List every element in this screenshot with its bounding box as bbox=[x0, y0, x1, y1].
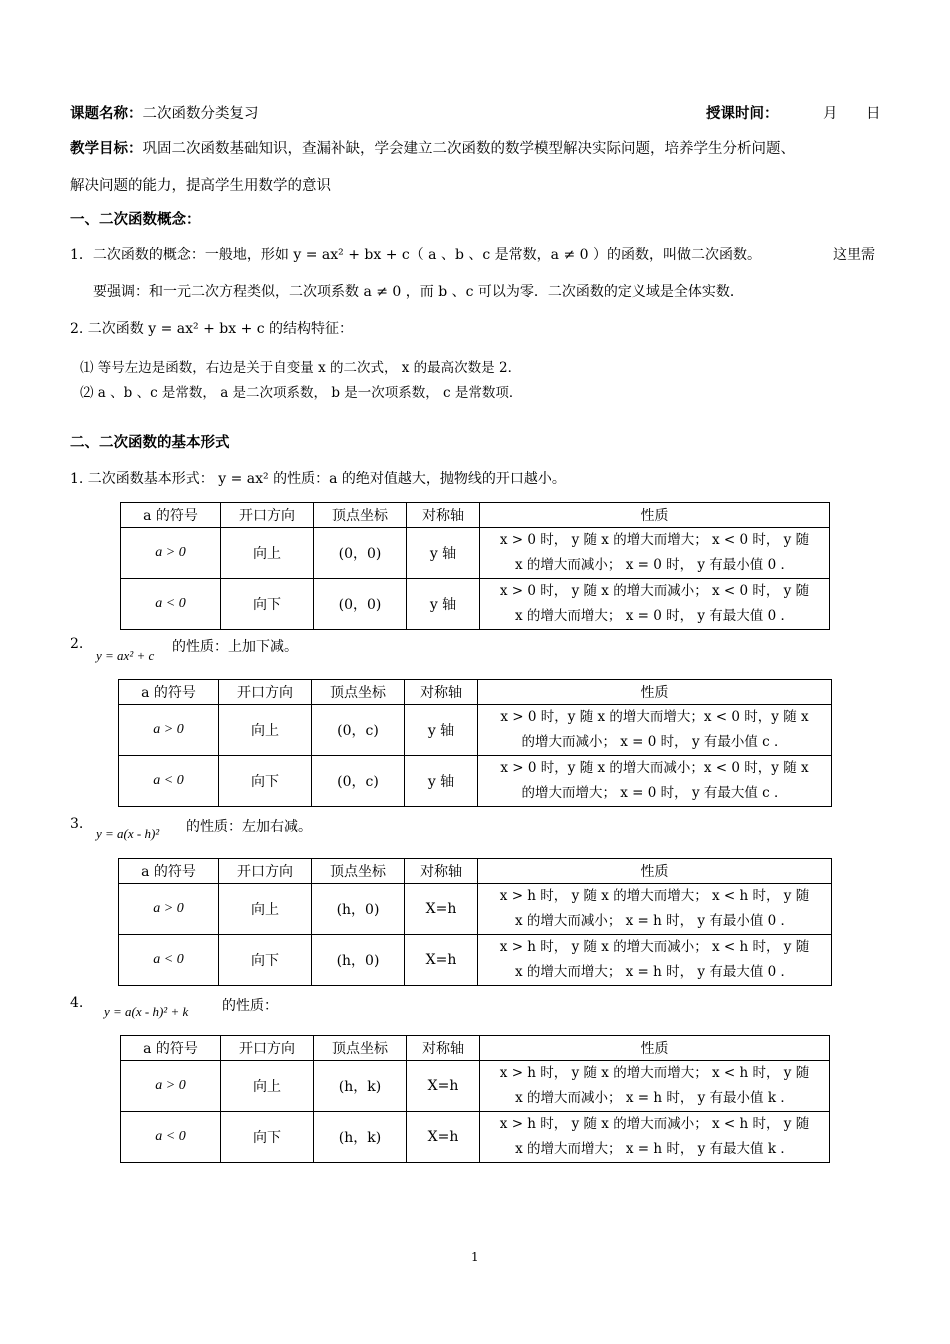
sign-cell: a > 0 bbox=[119, 705, 219, 756]
vertex-cell: (0，c) bbox=[312, 705, 405, 756]
header-sign: a 的符号 bbox=[121, 503, 221, 528]
property-line2: 的增大而增大； x = 0 时， y 有最大值 c ． bbox=[521, 785, 788, 801]
property-line2: x 的增大而减小； x = h 时， y 有最小值 0 ． bbox=[514, 913, 795, 929]
structure-intro: 2. 二次函数 y = ax² + bx + c 的结构特征： bbox=[70, 321, 354, 337]
direction-cell: 向上 bbox=[221, 1061, 314, 1112]
direction-cell: 向上 bbox=[219, 705, 312, 756]
properties-table-1 bbox=[120, 502, 830, 630]
table-row bbox=[121, 528, 830, 579]
table-row bbox=[119, 935, 832, 986]
axis-cell: X=h bbox=[405, 884, 478, 935]
header-sign: a 的符号 bbox=[119, 859, 219, 884]
day-label: 日 bbox=[866, 106, 881, 122]
header-vertex: 顶点坐标 bbox=[312, 680, 405, 705]
property-cell bbox=[478, 935, 832, 986]
property-cell bbox=[480, 1061, 830, 1112]
header-sign: a 的符号 bbox=[121, 1036, 221, 1061]
direction-cell: 向上 bbox=[219, 884, 312, 935]
form4-formula: y = a(x - h)² + k bbox=[104, 1004, 189, 1019]
form2-formula: y = ax² + c bbox=[96, 648, 155, 663]
property-line2: x 的增大而增大； x = h 时， y 有最大值 0 ． bbox=[514, 964, 795, 980]
goal-text1: 巩固二次函数基础知识，查漏补缺，学会建立二次函数的数学模型解决实际问题，培养学生分析问题、 bbox=[142, 141, 795, 157]
axis-cell: y 轴 bbox=[405, 756, 478, 807]
axis-cell: X=h bbox=[407, 1112, 480, 1163]
form2-text: 的性质：上加下减。 bbox=[172, 639, 298, 655]
header-property: 性质 bbox=[478, 859, 832, 884]
concept-line1: 1．二次函数的概念：一般地，形如 y = ax² + bx + c（ a 、b 、c 是常数，a ≠ 0 ）的函数，叫做二次函数。 bbox=[70, 247, 761, 263]
structure-item1: ⑴ 等号左边是函数，右边是关于自变量 x 的二次式， x 的最高次数是 2． bbox=[80, 360, 522, 376]
vertex-cell: (h，0) bbox=[312, 935, 405, 986]
property-line1: x > 0 时，y 随 x 的增大而减小；x < 0 时，y 随 x bbox=[500, 760, 809, 776]
concept-line1-tail: 这里需 bbox=[833, 247, 875, 263]
concept-line2: 要强调：和一元二次方程类似，二次项系数 a ≠ 0 ，而 b 、c 可以为零．二次函数的定义域是全体实数． bbox=[93, 284, 744, 300]
header-direction: 开口方向 bbox=[219, 859, 312, 884]
table-header-row bbox=[119, 859, 832, 884]
header-vertex: 顶点坐标 bbox=[312, 859, 405, 884]
header-property: 性质 bbox=[478, 680, 832, 705]
property-cell bbox=[478, 705, 832, 756]
property-line1: x > h 时， y 随 x 的增大而增大； x < h 时， y 随 bbox=[499, 1065, 810, 1081]
property-line2: x 的增大而增大； x = 0 时， y 有最大值 0 ． bbox=[515, 608, 794, 624]
property-line1: x > h 时， y 随 x 的增大而减小； x < h 时， y 随 bbox=[499, 939, 810, 955]
vertex-cell: (0，0) bbox=[314, 579, 407, 630]
table-header-row bbox=[119, 680, 832, 705]
direction-cell: 向上 bbox=[221, 528, 314, 579]
vertex-cell: (0，c) bbox=[312, 756, 405, 807]
table-row bbox=[121, 579, 830, 630]
goal-line1 bbox=[70, 137, 795, 158]
page-number: 1 bbox=[471, 1250, 479, 1264]
topic-line bbox=[70, 102, 259, 123]
table-row bbox=[119, 756, 832, 807]
sign-cell: a > 0 bbox=[121, 1061, 221, 1112]
form1-heading: 1. 二次函数基本形式： y = ax² 的性质：a 的绝对值越大，抛物线的开口越小。 bbox=[70, 471, 566, 487]
vertex-cell: (h，k) bbox=[314, 1112, 407, 1163]
structure-item2: ⑵ a 、b 、c 是常数， a 是二次项系数， b 是一次项系数， c 是常数项． bbox=[80, 385, 523, 401]
header-property: 性质 bbox=[480, 1036, 830, 1061]
property-line2: x 的增大而减小； x = 0 时， y 有最小值 0 ． bbox=[515, 557, 794, 573]
direction-cell: 向下 bbox=[219, 935, 312, 986]
property-line1: x > h 时， y 随 x 的增大而增大； x < h 时， y 随 bbox=[499, 888, 810, 904]
table-row bbox=[119, 884, 832, 935]
header-vertex: 顶点坐标 bbox=[314, 1036, 407, 1061]
sign-cell: a > 0 bbox=[119, 884, 219, 935]
direction-cell: 向下 bbox=[219, 756, 312, 807]
property-line1: x > 0 时， y 随 x 的增大而增大； x < 0 时， y 随 bbox=[499, 532, 810, 548]
properties-table-4 bbox=[120, 1035, 830, 1163]
goal-line2: 解决问题的能力，提高学生用数学的意识 bbox=[70, 178, 331, 194]
sign-cell: a < 0 bbox=[119, 756, 219, 807]
property-cell bbox=[478, 884, 832, 935]
property-line1: x > 0 时， y 随 x 的增大而减小； x < 0 时， y 随 bbox=[499, 583, 810, 599]
time-label: 授课时间： bbox=[706, 105, 779, 122]
header-direction: 开口方向 bbox=[221, 503, 314, 528]
properties-table-3 bbox=[118, 858, 832, 986]
topic-value: 二次函数分类复习 bbox=[142, 106, 259, 122]
header-axis: 对称轴 bbox=[405, 680, 478, 705]
form3-number: 3. bbox=[70, 816, 84, 832]
property-line1: x > 0 时，y 随 x 的增大而增大；x < 0 时，y 随 x bbox=[500, 709, 809, 725]
form4-number: 4. bbox=[70, 995, 84, 1011]
form2-number: 2. bbox=[70, 636, 84, 652]
sign-cell: a < 0 bbox=[121, 1112, 221, 1163]
direction-cell: 向下 bbox=[221, 579, 314, 630]
goal-label: 教学目标： bbox=[70, 140, 143, 157]
table-row bbox=[121, 1061, 830, 1112]
header-vertex: 顶点坐标 bbox=[314, 503, 407, 528]
table-row bbox=[121, 1112, 830, 1163]
sign-cell: a < 0 bbox=[119, 935, 219, 986]
table-header-row bbox=[121, 1036, 830, 1061]
form3-text: 的性质：左加右减。 bbox=[186, 819, 312, 835]
axis-cell: y 轴 bbox=[405, 705, 478, 756]
header-sign: a 的符号 bbox=[119, 680, 219, 705]
table-row bbox=[119, 705, 832, 756]
axis-cell: y 轴 bbox=[407, 528, 480, 579]
header-property: 性质 bbox=[480, 503, 830, 528]
header-axis: 对称轴 bbox=[407, 1036, 480, 1061]
property-line2: 的增大而减小； x = 0 时， y 有最小值 c ． bbox=[521, 734, 788, 750]
header-direction: 开口方向 bbox=[219, 680, 312, 705]
section1-title: 一、二次函数概念： bbox=[70, 211, 201, 228]
property-cell bbox=[480, 528, 830, 579]
table-header-row bbox=[121, 503, 830, 528]
property-cell bbox=[480, 579, 830, 630]
property-cell bbox=[480, 1112, 830, 1163]
section2-title: 二、二次函数的基本形式 bbox=[70, 434, 230, 451]
direction-cell: 向下 bbox=[221, 1112, 314, 1163]
axis-cell: X=h bbox=[405, 935, 478, 986]
topic-label: 课题名称： bbox=[70, 105, 143, 122]
property-line1: x > h 时， y 随 x 的增大而减小； x < h 时， y 随 bbox=[499, 1116, 810, 1132]
header-axis: 对称轴 bbox=[405, 859, 478, 884]
form4-text: 的性质： bbox=[222, 998, 278, 1014]
axis-cell: y 轴 bbox=[407, 579, 480, 630]
vertex-cell: (h，k) bbox=[314, 1061, 407, 1112]
header-direction: 开口方向 bbox=[221, 1036, 314, 1061]
property-line2: x 的增大而减小； x = h 时， y 有最小值 k ． bbox=[515, 1090, 794, 1106]
sign-cell: a < 0 bbox=[121, 579, 221, 630]
vertex-cell: (0，0) bbox=[314, 528, 407, 579]
property-line2: x 的增大而增大； x = h 时， y 有最大值 k ． bbox=[515, 1141, 794, 1157]
vertex-cell: (h，0) bbox=[312, 884, 405, 935]
properties-table-2 bbox=[118, 679, 832, 807]
property-cell bbox=[478, 756, 832, 807]
form3-formula: y = a(x - h)² bbox=[96, 826, 160, 841]
sign-cell: a > 0 bbox=[121, 528, 221, 579]
header-axis: 对称轴 bbox=[407, 503, 480, 528]
axis-cell: X=h bbox=[407, 1061, 480, 1112]
month-label: 月 bbox=[823, 106, 838, 122]
